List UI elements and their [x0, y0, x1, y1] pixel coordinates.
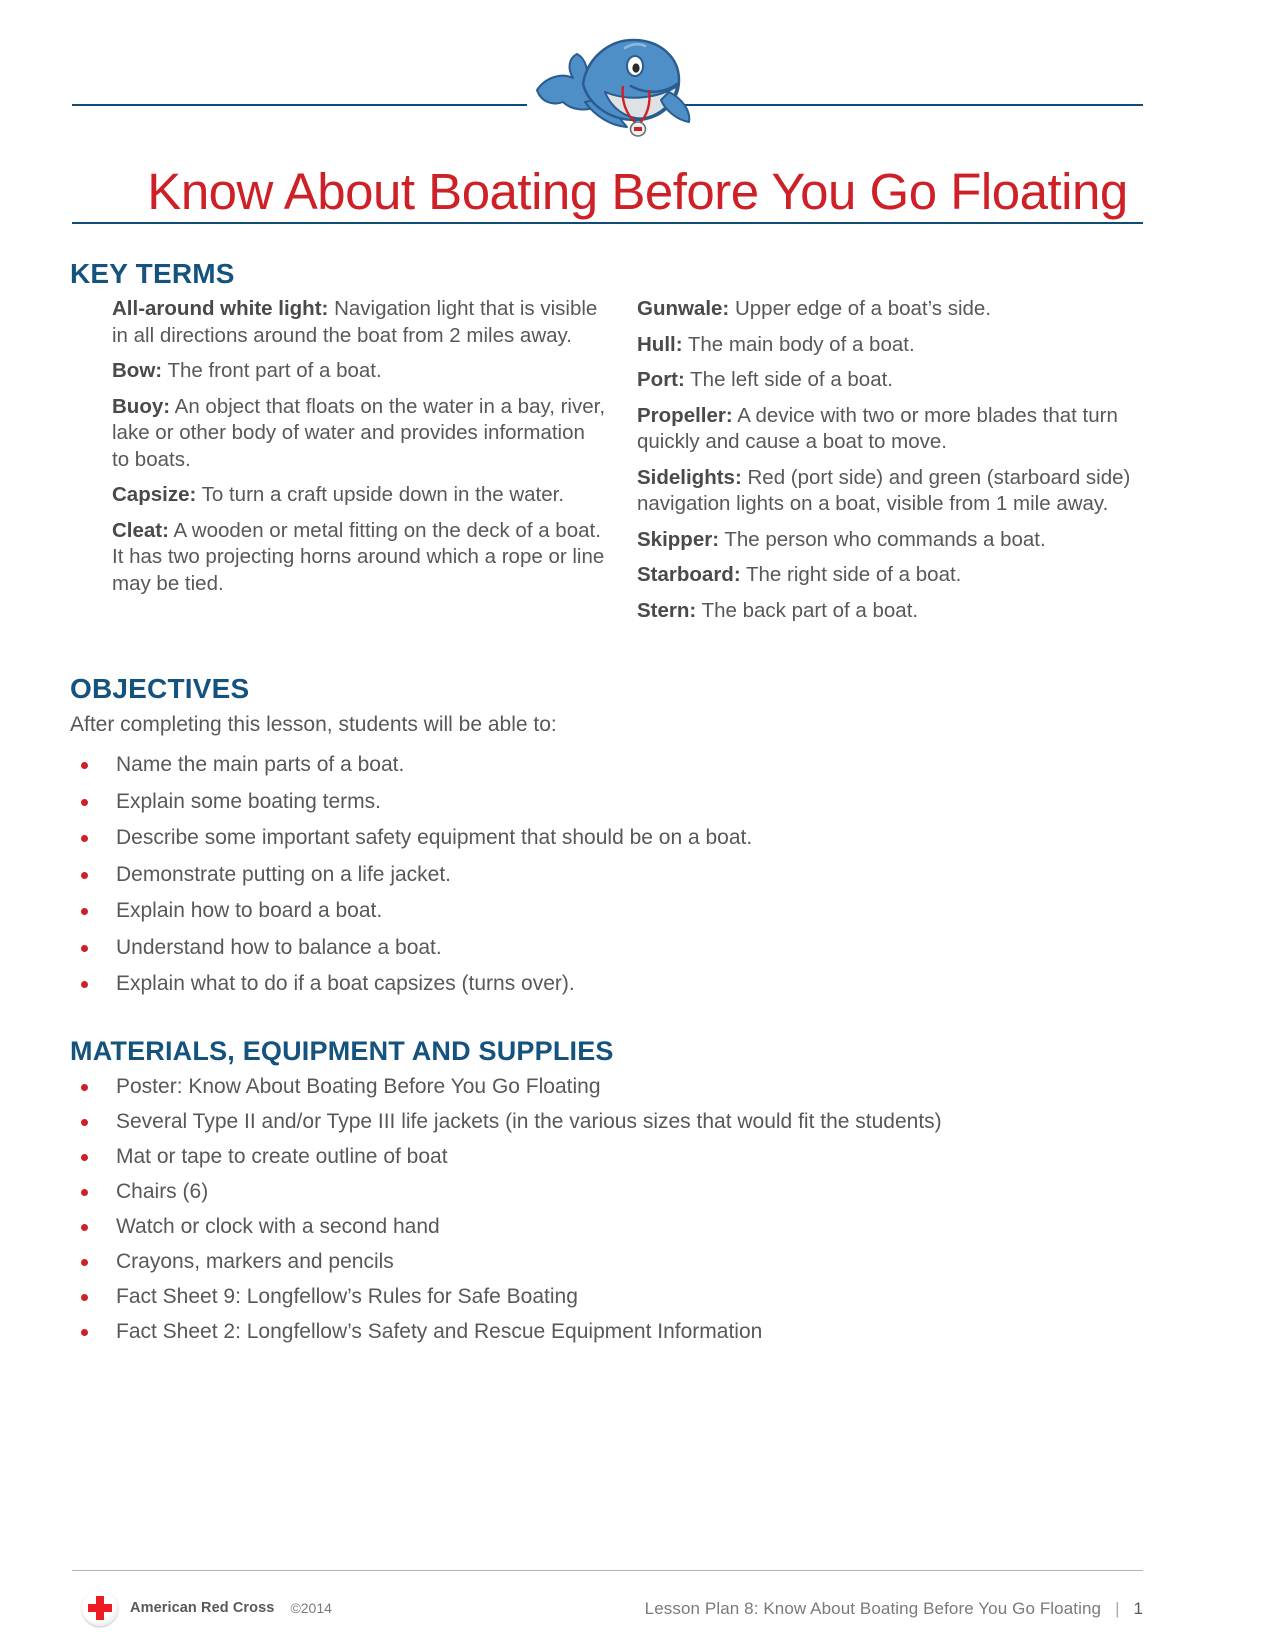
term-entry — [637, 296, 1145, 323]
term-label: Skipper: — [637, 527, 720, 551]
term-definition: Red (port side) and green (starboard side) navigation lights on a boat, visible from 1 mile away. — [637, 465, 1131, 515]
term-label: Hull: — [637, 332, 683, 356]
copyright-notice: ©2014 — [290, 1600, 332, 1616]
header-rule-right — [678, 104, 1143, 106]
term-definition: To turn a craft upside down in the water. — [201, 483, 565, 506]
footer-separator: | — [1115, 1599, 1120, 1618]
term-entry — [637, 562, 1145, 589]
term-entry — [637, 367, 1145, 394]
list-item: Explain how to board a boat. — [70, 897, 1145, 925]
page-content — [70, 258, 1145, 1353]
key-terms-columns — [70, 296, 1145, 633]
longfellow-whale-mascot-icon — [527, 28, 697, 138]
objectives-lead-in: After completing this lesson, students will be able to: — [70, 713, 557, 736]
term-definition: The person who commands a boat. — [724, 527, 1046, 551]
term-definition: The front part of a boat. — [167, 359, 382, 382]
term-definition: Upper edge of a boat’s side. — [734, 297, 992, 320]
key-terms-section — [70, 258, 1145, 633]
page-number: 1 — [1133, 1599, 1143, 1618]
american-red-cross-logo-icon — [82, 1590, 118, 1626]
header-rule-bottom — [72, 222, 1143, 224]
term-label: Capsize: — [112, 483, 197, 506]
list-item: Name the main parts of a boat. — [70, 751, 1145, 779]
term-label: All-around white light: — [112, 297, 329, 320]
term-entry — [637, 332, 1145, 359]
term-entry — [112, 394, 607, 474]
page-header — [0, 0, 1275, 232]
list-item: Watch or clock with a second hand — [70, 1213, 1145, 1241]
term-label: Port: — [637, 368, 685, 391]
term-label: Gunwale: — [637, 297, 730, 320]
term-entry — [637, 598, 1145, 625]
list-item: Demonstrate putting on a life jacket. — [70, 861, 1145, 889]
materials-list — [70, 1073, 1145, 1346]
objectives-heading: OBJECTIVES — [70, 673, 250, 704]
term-entry — [637, 465, 1145, 518]
objectives-list — [70, 751, 1145, 998]
key-terms-heading: KEY TERMS — [70, 258, 235, 289]
objectives-section — [70, 673, 1145, 998]
term-label: Bow: — [112, 359, 163, 382]
list-item: Fact Sheet 9: Longfellow’s Rules for Safe Boating — [70, 1283, 1145, 1311]
term-entry — [112, 358, 607, 385]
term-definition: An object that floats on the water in a bay, river, lake or other body of water and provides information to boats. — [112, 394, 606, 471]
list-item: Explain what to do if a boat capsizes (turns over). — [70, 970, 1145, 998]
term-entry — [112, 296, 607, 349]
term-definition: A device with two or more blades that turn quickly and cause a boat to move. — [637, 403, 1118, 453]
page-title: Know About Boating Before You Go Floating — [147, 163, 1128, 221]
term-entry — [637, 527, 1145, 554]
list-item: Crayons, markers and pencils — [70, 1248, 1145, 1276]
term-entry — [112, 518, 607, 598]
list-item: Understand how to balance a boat. — [70, 934, 1145, 962]
list-item: Fact Sheet 2: Longfellow’s Safety and Rescue Equipment Information — [70, 1318, 1145, 1346]
organization-name: American Red Cross — [130, 1600, 275, 1616]
materials-heading: MATERIALS, EQUIPMENT AND SUPPLIES — [70, 1036, 614, 1066]
footer-lesson-title: Lesson Plan 8: Know About Boating Before You Go Floating — [644, 1599, 1102, 1618]
materials-section — [70, 1036, 1145, 1346]
term-label: Stern: — [637, 598, 697, 622]
term-entry — [637, 403, 1145, 456]
term-label: Starboard: — [637, 563, 741, 586]
footer-lesson-info — [645, 1599, 1143, 1619]
footer-branding — [82, 1590, 332, 1626]
cross-horizontal-bar — [88, 1604, 112, 1612]
term-definition: The right side of a boat. — [745, 563, 962, 586]
footer-divider — [72, 1570, 1143, 1571]
term-definition: The left side of a boat. — [690, 368, 894, 391]
term-definition: Navigation light that is visible in all directions around the boat from 2 miles away. — [112, 297, 598, 347]
key-terms-right-column — [607, 296, 1145, 633]
list-item: Poster: Know About Boating Before You Go Floating — [70, 1073, 1145, 1101]
term-entry — [112, 482, 607, 509]
header-rule-left — [72, 104, 527, 106]
list-item: Mat or tape to create outline of boat — [70, 1143, 1145, 1171]
list-item: Several Type II and/or Type III life jackets (in the various sizes that would fit the students) — [70, 1108, 1145, 1136]
list-item: Chairs (6) — [70, 1178, 1145, 1206]
term-definition: The main body of a boat. — [687, 332, 915, 356]
term-label: Buoy: — [112, 394, 171, 418]
list-item: Describe some important safety equipment that should be on a boat. — [70, 824, 1145, 852]
term-label: Cleat: — [112, 518, 169, 542]
page-footer — [72, 1570, 1143, 1640]
term-label: Propeller: — [637, 403, 733, 427]
term-definition: A wooden or metal fitting on the deck of a boat. It has two projecting horns around which a rope or line may be tied. — [112, 518, 605, 595]
key-terms-left-column — [70, 296, 607, 633]
list-item: Explain some boating terms. — [70, 788, 1145, 816]
term-label: Sidelights: — [637, 465, 742, 489]
term-definition: The back part of a boat. — [701, 598, 919, 622]
